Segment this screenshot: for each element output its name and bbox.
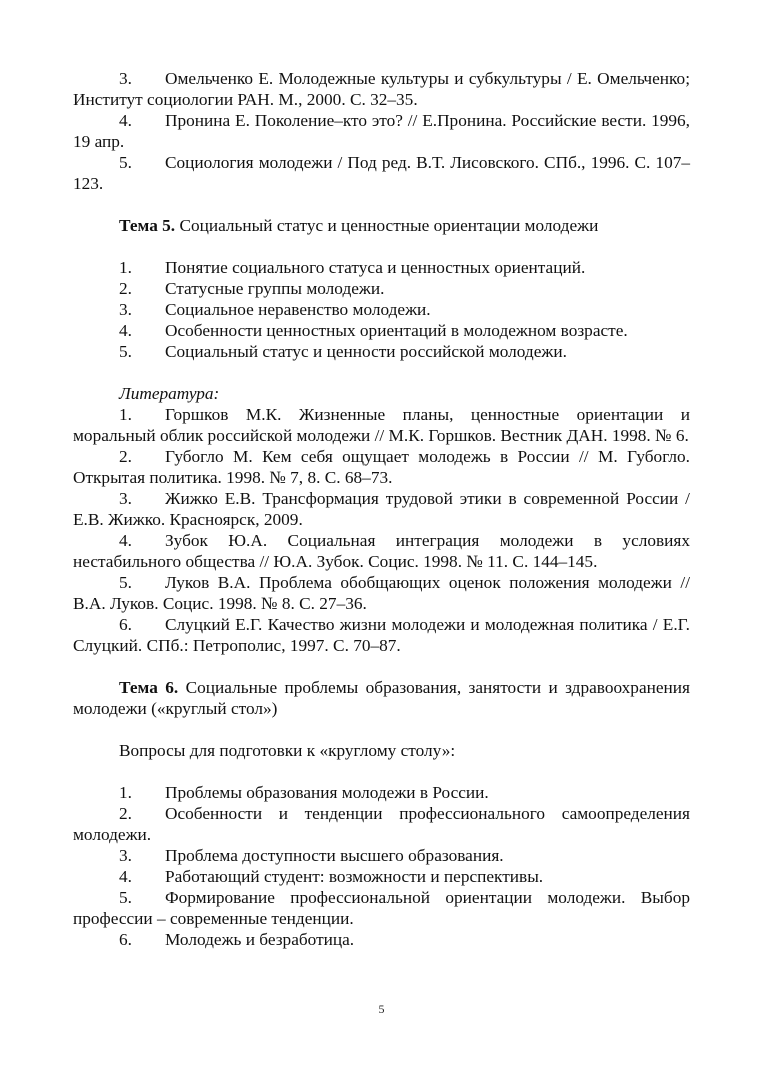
list-item: 5. Социальный статус и ценности российской молодежи.: [119, 342, 567, 361]
topic-6-intro: Вопросы для подготовки к «круглому столу»:: [119, 741, 456, 760]
page-number: 5: [378, 1002, 385, 1016]
topic-5-literature: [73, 404, 690, 656]
list-item: 5. Социология молодежи / Под ред. В.Т. Лисовского. СПб., 1996. С. 107–123.: [73, 153, 690, 193]
literature-title: Литература:: [119, 384, 220, 403]
list-item: 3. Жижко Е.В. Трансформация трудовой этики в современной России / Е.В. Жижко. Красноярск, 2009.: [73, 489, 690, 529]
topic-6-heading: Тема 6. Социальные проблемы образования, занятости и здравоохранения молодежи («круглый стол»): [73, 678, 690, 718]
list-item: 6. Молодежь и безработица.: [119, 930, 355, 949]
list-item: 6. Слуцкий Е.Г. Качество жизни молодежи и молодежная политика / Е.Г. Слуцкий. СПб.: Петрополис, 1997. С. 70–87.: [73, 615, 690, 655]
list-item: 3. Омельченко Е. Молодежные культуры и субкультуры / Е. Омельченко; Институт социологии РАН. М., 2000. С. 32–35.: [73, 69, 690, 109]
document-page: [73, 68, 690, 950]
list-item: 4. Особенности ценностных ориентаций в молодежном возрасте.: [119, 321, 628, 340]
list-item: 3. Социальное неравенство молодежи.: [119, 300, 431, 319]
list-item: 4. Работающий студент: возможности и перспективы.: [119, 867, 544, 886]
list-item: 5. Формирование профессиональной ориентации молодежи. Выбор профессии – современные тенденции.: [73, 888, 690, 928]
list-item: 2. Губогло М. Кем себя ощущает молодежь в России // М. Губогло. Открытая политика. 1998. № 7, 8. С. 68–73.: [73, 447, 690, 487]
top-literature-list: [73, 68, 690, 194]
list-item: 1. Горшков М.К. Жизненные планы, ценностные ориентации и моральный облик российской молодежи // М.К. Горшков. Вестник ДАН. 1998. № 6.: [73, 405, 690, 445]
list-item: 2. Статусные группы молодежи.: [119, 279, 385, 298]
topic-6-questions: [73, 782, 690, 950]
list-item: 1. Проблемы образования молодежи в России.: [119, 783, 489, 802]
list-item: 1. Понятие социального статуса и ценностных ориентаций.: [119, 258, 586, 277]
list-item: 3. Проблема доступности высшего образования.: [119, 846, 504, 865]
list-item: 4. Зубок Ю.А. Социальная интеграция молодежи в условиях нестабильного общества // Ю.А. Зубок. Социс. 1998. № 11. С. 144–145.: [73, 531, 690, 571]
topic-5-questions: [73, 257, 690, 362]
list-item: 2. Особенности и тенденции профессионального самоопределения молодежи.: [73, 804, 690, 844]
list-item: 4. Пронина Е. Поколение–кто это? // Е.Пронина. Российские вести. 1996, 19 апр.: [73, 111, 690, 151]
list-item: 5. Луков В.А. Проблема обобщающих оценок положения молодежи // В.А. Луков. Социс. 1998. № 8. С. 27–36.: [73, 573, 690, 613]
topic-5-heading: Тема 5. Социальный статус и ценностные ориентации молодежи: [119, 216, 599, 235]
